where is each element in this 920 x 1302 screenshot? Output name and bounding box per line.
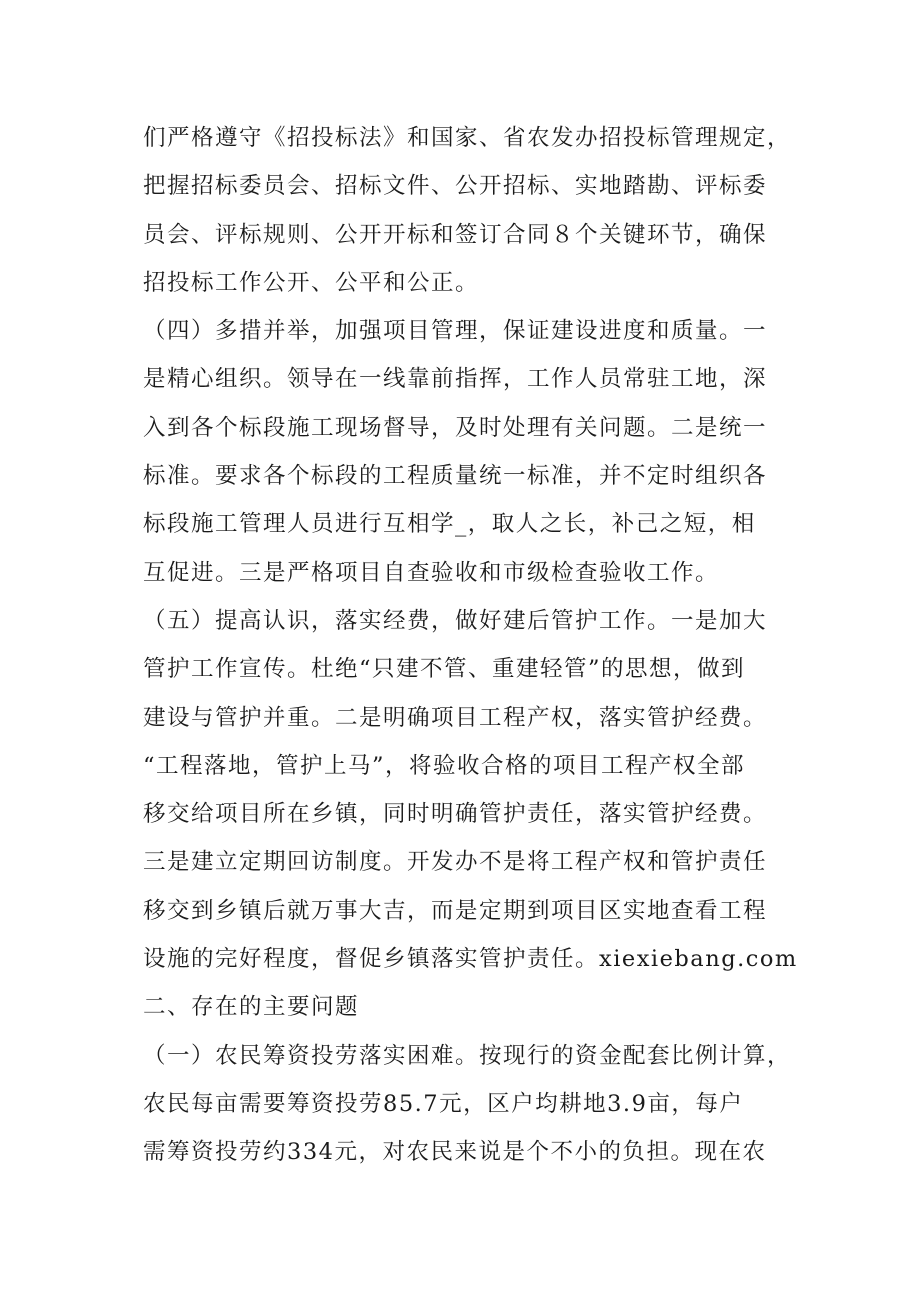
chapter-heading: 二、存在的主要问题 (143, 994, 360, 1021)
text-line: 管护工作宣传。杜绝“只建不管、重建轻管”的思想，做到 (143, 656, 746, 683)
text-line: 入到各个标段施工现场督导，及时处理有关问题。二是统一 (143, 414, 768, 441)
text-line: 移交给项目所在乡镇，同时明确管护责任，落实管护经费。 (143, 801, 768, 828)
text-line: 互促进。三是严格项目自查验收和市级检查验收工作。 (143, 559, 720, 586)
text-line: 标段施工管理人员进行互相学_，取人之长，补己之短，相 (143, 511, 756, 538)
text-line: 建设与管护并重。二是明确项目工程产权，落实管护经费。 (143, 704, 768, 731)
text-line: 们严格遵守《招投标法》和国家、省农发办招投标管理规定， (143, 125, 792, 151)
text-line: 三是建立定期回访制度。开发办不是将工程产权和管护责任 (143, 849, 768, 876)
text-line: 移交到乡镇后就万事大吉，而是定期到项目区实地查看工程 (143, 897, 768, 924)
body-text (143, 114, 798, 1177)
section-heading-5: （五）提高认识，落实经费，做好建后管护工作。一是加大 (143, 607, 768, 634)
text-line: 农民每亩需要筹资投劳85.7元，区户均耕地3.9亩，每户 (143, 1090, 744, 1117)
text-line: 设施的完好程度，督促乡镇落实管护责任。xiexiebang.com (143, 946, 798, 973)
text-line: 标准。要求各个标段的工程质量统一标准，并不定时组织各 (143, 463, 768, 490)
section-heading-4: （四）多措并举，加强项目管理，保证建设进度和质量。一 (143, 318, 768, 345)
text-line: 需筹资投劳约334元，对农民来说是个不小的负担。现在农 (143, 1139, 767, 1166)
text-line: 把握招标委员会、招标文件、公开招标、实地踏勘、评标委 (143, 173, 768, 200)
text-line: 招投标工作公开、公平和公正。 (143, 269, 480, 296)
text-line: “工程落地，管护上马”，将验收合格的项目工程产权全部 (143, 752, 746, 779)
text-line: 是精心组织。领导在一线靠前指挥，工作人员常驻工地，深 (143, 366, 768, 393)
text-line: 员会、评标规则、公开开标和签订合同８个关键环节，确保 (143, 221, 768, 248)
section-heading-1: （一）农民筹资投劳落实困难。按现行的资金配套比例计算， (143, 1042, 792, 1069)
